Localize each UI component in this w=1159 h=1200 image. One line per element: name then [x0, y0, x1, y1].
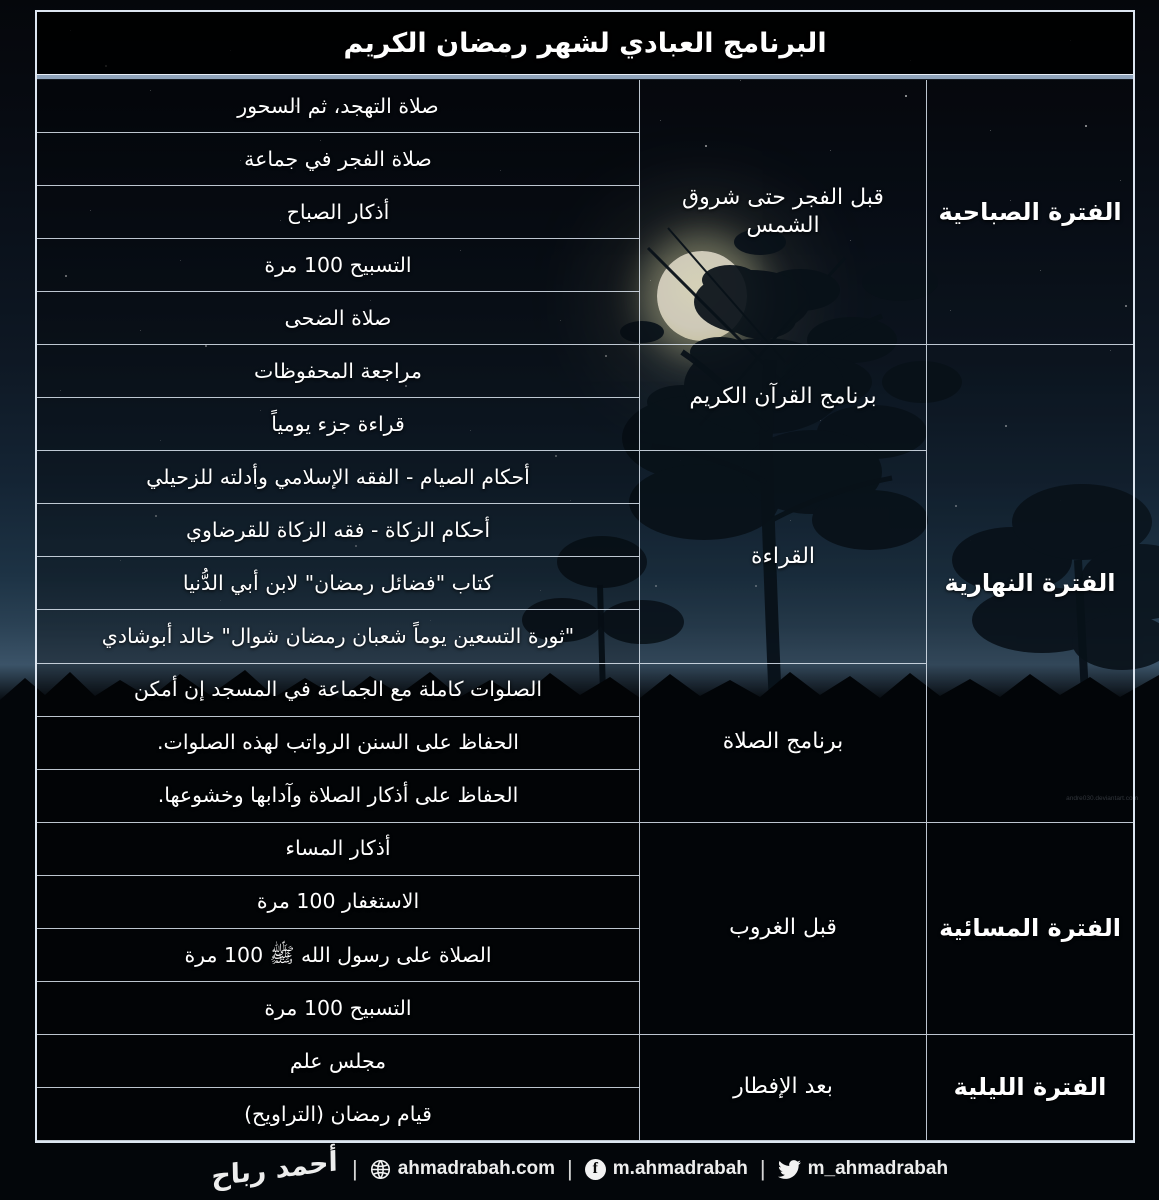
- activity-cell: مجلس علم: [37, 1035, 639, 1088]
- activity-cell: مراجعة المحفوظات: [37, 345, 639, 398]
- activity-cell: قيام رمضان (التراويح): [37, 1088, 639, 1141]
- category-cell: قبل الفجر حتى شروق الشمس: [639, 80, 926, 345]
- facebook-icon: f: [585, 1159, 606, 1180]
- photo-credit-watermark: andre030.deviantart.com: [1066, 795, 1138, 802]
- page-title: البرنامج العبادي لشهر رمضان الكريم: [37, 12, 1133, 75]
- activity-cell: التسبيح 100 مرة: [37, 239, 639, 292]
- activity-cell: أحكام الصيام - الفقه الإسلامي وأدلته للزحيلي: [37, 451, 639, 504]
- period-cell: الفترة الصباحية: [926, 80, 1133, 345]
- activity-cell: قراءة جزء يومياً: [37, 398, 639, 451]
- activity-cell: الصلوات كاملة مع الجماعة في المسجد إن أمكن: [37, 664, 639, 717]
- category-cell: برنامج الصلاة: [639, 664, 926, 823]
- globe-icon: [370, 1159, 391, 1180]
- activity-cell: الاستغفار 100 مرة: [37, 876, 639, 929]
- category-cell: بعد الإفطار: [639, 1035, 926, 1141]
- website-link[interactable]: [370, 1158, 555, 1180]
- category-cell: برنامج القرآن الكريم: [639, 345, 926, 451]
- activity-cell: أحكام الزكاة - فقه الزكاة للقرضاوي: [37, 504, 639, 557]
- twitter-label: m_ahmadrabah: [807, 1158, 949, 1179]
- footer-bar: [0, 1146, 1159, 1192]
- activity-cell: كتاب "فضائل رمضان" لابن أبي الدُّنيا: [37, 557, 639, 610]
- twitter-link[interactable]: [778, 1158, 948, 1181]
- program-grid: [37, 80, 1133, 1141]
- category-cell: قبل الغروب: [639, 823, 926, 1035]
- activity-cell: التسبيح 100 مرة: [37, 982, 639, 1035]
- author-signature: أحمد رباح: [211, 1145, 338, 1193]
- activity-cell: أذكار المساء: [37, 823, 639, 876]
- period-cell: الفترة الليلية: [926, 1035, 1133, 1141]
- separator: |: [352, 1156, 358, 1181]
- activity-cell: صلاة الفجر في جماعة: [37, 133, 639, 186]
- period-cell: الفترة النهارية: [926, 345, 1133, 822]
- activity-cell: صلاة التهجد، ثم السحور: [37, 80, 639, 133]
- twitter-icon: [778, 1158, 801, 1181]
- separator: |: [759, 1156, 766, 1181]
- facebook-link[interactable]: [585, 1158, 748, 1180]
- activity-cell: أذكار الصباح: [37, 186, 639, 239]
- activity-cell: الحفاظ على أذكار الصلاة وآدابها وخشوعها.: [37, 770, 639, 823]
- facebook-label: m.ahmadrabah: [612, 1158, 748, 1179]
- activity-cell: الحفاظ على السنن الرواتب لهذه الصلوات.: [37, 717, 639, 770]
- activity-cell: الصلاة على رسول الله ﷺ 100 مرة: [37, 929, 639, 982]
- category-cell: القراءة: [639, 451, 926, 663]
- activity-cell: صلاة الضحى: [37, 292, 639, 345]
- separator: |: [567, 1156, 573, 1181]
- activity-cell: "ثورة التسعين يوماً شعبان رمضان شوال" خالد أبوشادي: [37, 610, 639, 663]
- period-cell: الفترة المسائية: [926, 823, 1133, 1035]
- program-table: [35, 10, 1135, 1143]
- website-label: ahmadrabah.com: [397, 1158, 556, 1179]
